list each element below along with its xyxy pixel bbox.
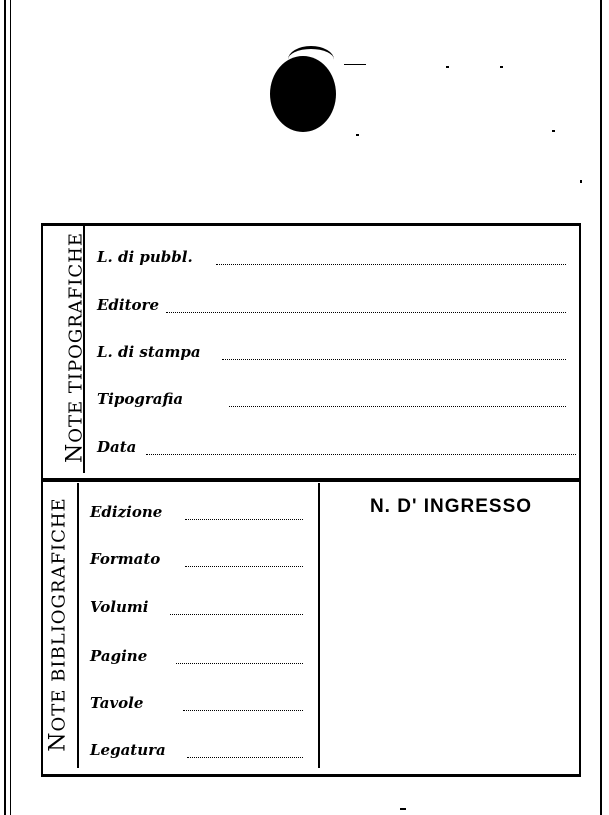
ingresso-number-heading: N. D' INGRESSO [369,496,533,517]
field-line-legatura [187,757,303,758]
field-label-luogo-pubblicazione: L. di pubbl. [97,248,193,266]
field-label-data: Data [97,438,137,456]
field-label-editore: Editore [97,296,159,314]
field-line-data [146,454,576,455]
field-line-tavole [183,710,303,711]
scan-speck [446,66,449,68]
field-label-pagine: Pagine [90,647,148,665]
left-edge-line [4,0,9,815]
scan-speck [344,64,366,65]
left-inner-edge-line [10,0,11,815]
ingresso-divider [318,483,320,768]
field-line-pagine [176,663,303,664]
typographic-notes-heading: NOTE TIPOGRAFICHE [62,232,88,463]
field-line-formato [185,566,303,567]
field-label-luogo-stampa: L. di stampa [97,343,201,361]
field-label-tavole: Tavole [90,694,144,712]
field-label-formato: Formato [90,550,161,568]
field-label-edizione: Edizione [90,503,163,521]
bibliographic-label-divider [77,483,79,768]
field-line-luogo-pubblicazione [216,264,566,265]
punch-hole [270,56,336,132]
field-label-volumi: Volumi [90,598,149,616]
bibliographic-notes-heading: NOTE BIBLIOGRAFICHE [45,497,71,752]
field-line-edizione [185,519,303,520]
field-label-legatura: Legatura [90,741,166,759]
scan-speck [552,130,555,132]
scan-speck [400,808,406,810]
field-line-luogo-stampa [222,359,566,360]
scan-speck [356,134,359,136]
field-line-editore [166,312,566,313]
right-edge-line [600,0,602,815]
bibliographic-notes-box [41,480,581,777]
field-line-volumi [170,614,303,615]
field-line-tipografia [229,406,566,407]
scan-speck [500,66,503,68]
scan-speck [580,180,582,183]
field-label-tipografia: Tipografia [97,390,184,408]
